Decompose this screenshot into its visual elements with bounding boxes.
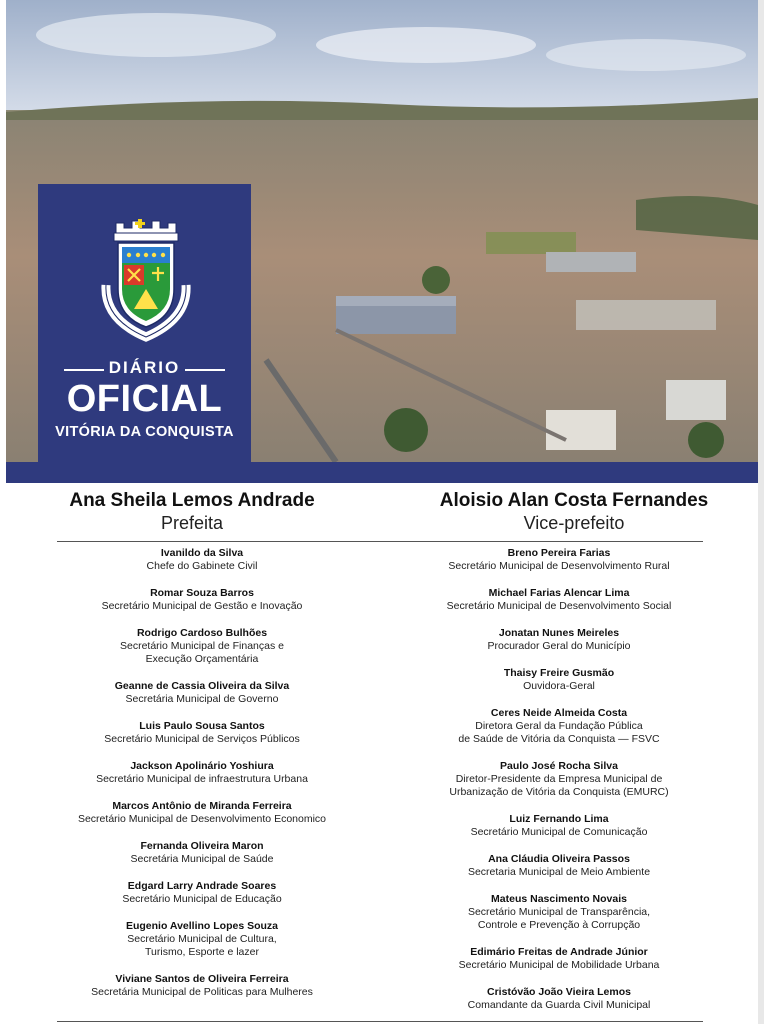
official-role: Secretária Municipal de Politicas para Mulheres xyxy=(91,986,313,998)
masthead-oficial: OFICIAL xyxy=(66,378,223,420)
official-entry xyxy=(394,587,724,613)
official-name: Michael Farias Alencar Lima xyxy=(488,587,630,599)
official-role: Procurador Geral do Município xyxy=(487,640,631,652)
official-entry xyxy=(394,667,724,693)
official-entry xyxy=(37,720,367,746)
official-name: Viviane Santos de Oliveira Ferreira xyxy=(115,973,289,985)
official-name: Marcos Antônio de Miranda Ferreira xyxy=(112,800,292,812)
official-entry xyxy=(37,920,367,959)
official-role: Comandante da Guarda Civil Municipal xyxy=(467,999,651,1011)
official-role: Diretora Geral da Fundação Pública de Saúde de Vitória da Conquista — FSVC xyxy=(458,720,660,745)
official-entry xyxy=(394,946,724,972)
official-role: Ouvidora-Geral xyxy=(523,680,595,692)
official-role: Secretário Municipal de Educação xyxy=(122,893,282,905)
diario-oficial-logo xyxy=(38,184,251,462)
vice-mayor-block xyxy=(404,490,744,534)
official-name: Romar Souza Barros xyxy=(150,587,254,599)
divider-bottom xyxy=(57,1021,703,1022)
official-role: Secretário Municipal de Mobilidade Urbana xyxy=(458,959,660,971)
page-edge-shadow xyxy=(758,0,764,1024)
official-name: Breno Pereira Farias xyxy=(507,547,611,559)
official-entry xyxy=(394,547,724,573)
header-accent-bar xyxy=(6,462,758,483)
official-role: Secretaria Municipal de Meio Ambiente xyxy=(467,866,651,878)
official-role: Secretária Municipal de Governo xyxy=(125,693,279,705)
officials-list-left xyxy=(37,547,367,1013)
official-role: Secretário Municipal de Gestão e Inovação xyxy=(101,600,303,612)
official-name: Fernanda Oliveira Maron xyxy=(140,840,264,852)
official-name: Eugenio Avellino Lopes Souza xyxy=(125,920,279,932)
official-entry xyxy=(37,880,367,906)
official-entry xyxy=(37,840,367,866)
official-entry xyxy=(37,973,367,999)
official-role: Secretário Municipal de Finanças e Execução Orçamentária xyxy=(119,640,284,665)
official-entry xyxy=(394,986,724,1012)
official-entry xyxy=(394,813,724,839)
official-name: Luiz Fernando Lima xyxy=(509,813,609,825)
mayor-block xyxy=(37,490,347,534)
official-name: Mateus Nascimento Novais xyxy=(491,893,627,905)
official-entry xyxy=(37,760,367,786)
vice-mayor-title: Vice-prefeito xyxy=(523,513,625,533)
masthead-city: VITÓRIA DA CONQUISTA xyxy=(55,424,234,440)
city-coat-of-arms-icon xyxy=(98,219,194,344)
official-name: Paulo José Rocha Silva xyxy=(500,760,618,772)
official-name: Ana Cláudia Oliveira Passos xyxy=(488,853,630,865)
mayor-title: Prefeita xyxy=(160,513,224,533)
official-role: Secretário Municipal de infraestrutura Urbana xyxy=(96,773,308,785)
official-role: Diretor-Presidente da Empresa Municipal de Urbanização de Vitória da Conquista (EMURC) xyxy=(449,773,669,798)
official-role: Secretário Municipal de Desenvolvimento Rural xyxy=(448,560,670,572)
official-role: Secretário Municipal de Comunicação xyxy=(470,826,648,838)
official-name: Cristóvão João Vieira Lemos xyxy=(487,986,631,998)
official-name: Edimário Freitas de Andrade Júnior xyxy=(470,946,648,958)
official-role: Secretário Municipal de Transparência, Controle e Prevenção à Corrupção xyxy=(467,906,651,931)
official-name: Jonatan Nunes Meireles xyxy=(498,627,620,639)
official-role: Secretária Municipal de Saúde xyxy=(130,853,274,865)
official-name: Rodrigo Cardoso Bulhões xyxy=(136,627,268,639)
official-name: Ivanildo da Silva xyxy=(160,547,244,559)
official-role: Secretário Municipal de Serviços Públicos xyxy=(104,733,300,745)
masthead-diario: DIÁRIO xyxy=(108,358,181,377)
official-entry xyxy=(37,547,367,573)
official-entry xyxy=(394,853,724,879)
official-name: Luis Paulo Sousa Santos xyxy=(139,720,265,732)
official-entry xyxy=(394,707,724,746)
official-entry xyxy=(394,760,724,799)
vice-mayor-name: Aloisio Alan Costa Fernandes xyxy=(439,490,709,511)
official-role: Chefe do Gabinete Civil xyxy=(146,560,258,572)
divider-top xyxy=(57,541,703,542)
official-entry xyxy=(37,627,367,666)
official-role: Secretário Municipal de Cultura, Turismo, Esporte e lazer xyxy=(127,933,277,958)
officials-list-right xyxy=(394,547,724,1026)
official-name: Jackson Apolinário Yoshiura xyxy=(130,760,274,772)
mayor-name: Ana Sheila Lemos Andrade xyxy=(69,490,315,511)
official-entry xyxy=(37,680,367,706)
official-name: Geanne de Cassia Oliveira da Silva xyxy=(114,680,290,692)
official-entry xyxy=(37,587,367,613)
official-name: Thaisy Freire Gusmão xyxy=(503,667,615,679)
official-name: Edgard Larry Andrade Soares xyxy=(127,880,277,892)
official-name: Ceres Neide Almeida Costa xyxy=(490,707,628,719)
official-entry xyxy=(37,800,367,826)
official-role: Secretário Municipal de Desenvolvimento Social xyxy=(446,600,672,612)
official-entry xyxy=(394,627,724,653)
official-entry xyxy=(394,893,724,932)
official-role: Secretário Municipal de Desenvolvimento Economico xyxy=(77,813,327,825)
